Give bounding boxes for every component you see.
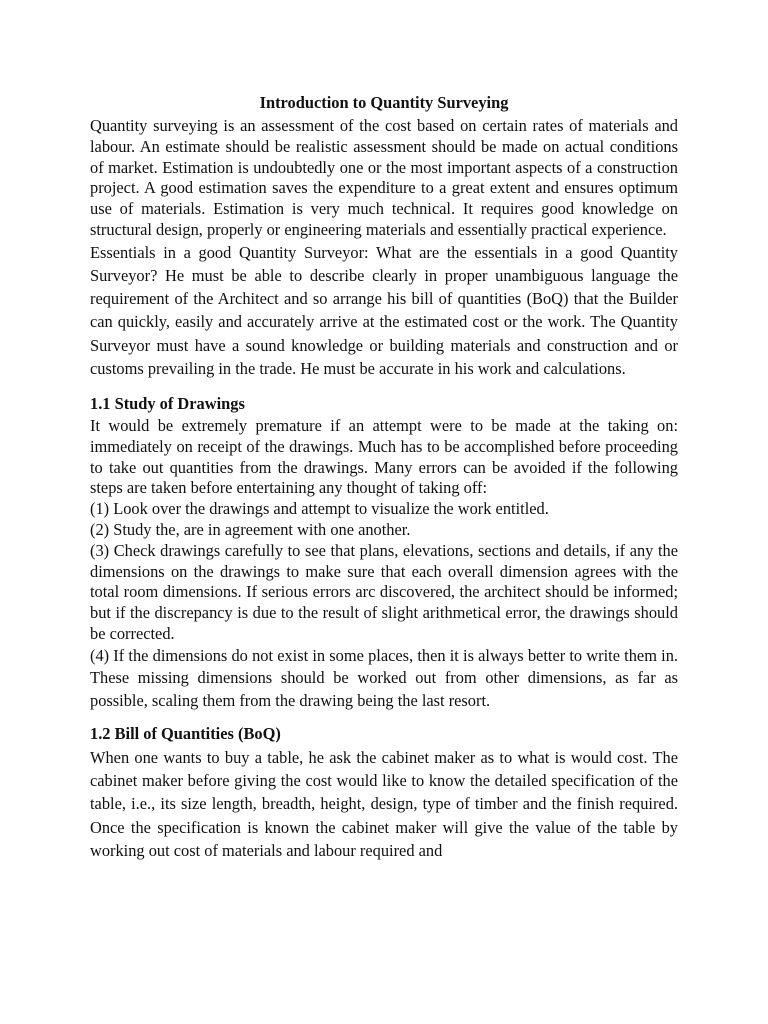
document-title: Introduction to Quantity Surveying (259, 93, 509, 112)
essentials-paragraph: Essentials in a good Quantity Surveyor: What are the essentials in a good Quantity Surveyor? He must be able to describe clearly in proper unambiguous language the requirement of the Architect and so arrange his bill of quantities (BoQ) that the Builder can quickly, easily and accurately arrive at the estimated cost or the work. The Quantity Surveyor must have a sound knowledge or building materials and construction and or customs prevailing in the trade. He must be accurate in his work and calculations. (90, 242, 678, 378)
study-of-drawings-paragraph: It would be extremely premature if an attempt were to be made at the taking on: immediately on receipt of the drawings. Much has to be accomplished before proceeding to take out quantities from the drawings. Many errors can be avoided if the following steps are taken before entertaining any thought of taking off: (90, 416, 678, 498)
step-item: (1) Look over the drawings and attempt to visualize the work entitled. (90, 499, 549, 519)
step-item: (3) Check drawings carefully to see that plans, elevations, sections and details, if any the dimensions on the drawings to make sure that each overall dimension agrees with the total room dimensions. If serious errors arc discovered, the architect should be informed; but if the discrepancy is due to the result of slight arithmetical error, the drawings should be corrected. (90, 540, 678, 643)
section-heading-bill-of-quantities: 1.2 Bill of Quantities (BoQ) (90, 723, 281, 743)
step-item: (2) Study the, are in agreement with one another. (90, 519, 411, 539)
section-heading-study-of-drawings: 1.1 Study of Drawings (90, 394, 245, 413)
intro-paragraph: Quantity surveying is an assessment of the cost based on certain rates of materials and labour. An estimate should be realistic assessment should be made on actual conditions of market. Estimation is undoubtedly one or the most important aspects of a construction project. A good estimation saves the expenditure to a great extent and ensures optimum use of materials. Estimation is very much technical. It requires good knowledge on structural design, properly or engineering materials and essentially practical experience. (90, 116, 678, 239)
bill-of-quantities-paragraph: When one wants to buy a table, he ask the cabinet maker as to what is would cost. The cabinet maker before giving the cost would like to know the detailed specification of the table, i.e., its size length, breadth, height, design, type of timber and the finish required. Once the specification is known the cabinet maker will give the value of the table by working out cost of materials and labour required and (90, 747, 678, 860)
document-page (90, 90, 678, 862)
step-item: (4) If the dimensions do not exist in some places, then it is always better to write them in. These missing dimensions should be worked out from other dimensions, as far as possible, scaling them from the drawing being the last resort. (90, 645, 678, 710)
